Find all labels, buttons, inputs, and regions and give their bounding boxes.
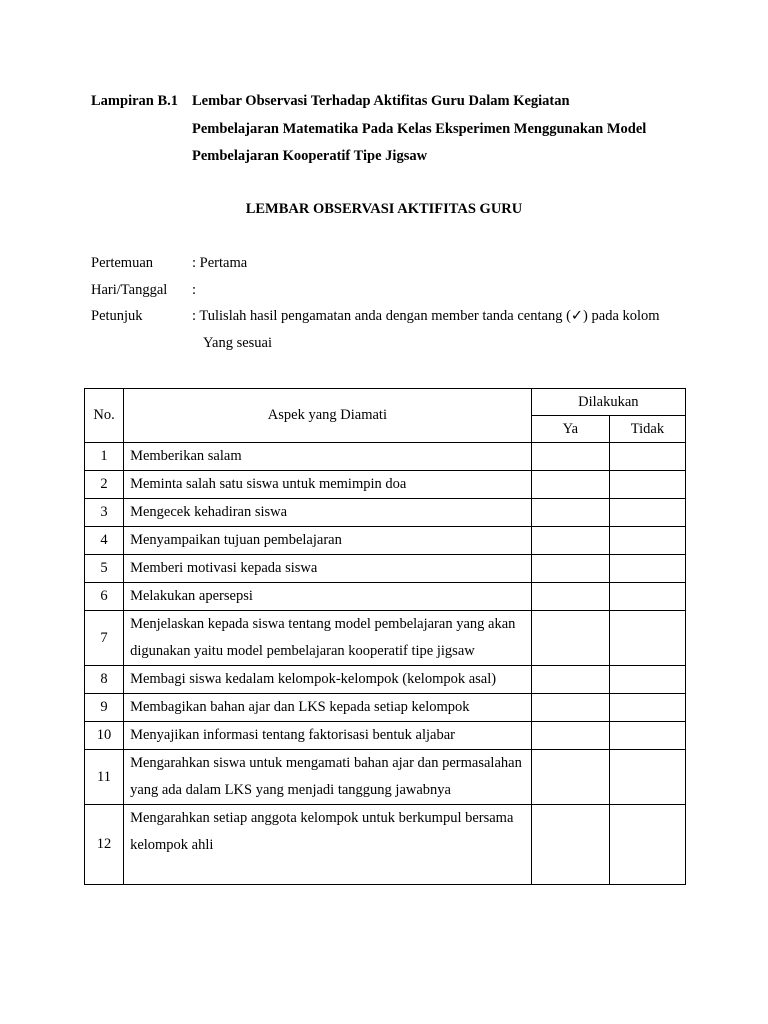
row-aspek: Mengarahkan siswa untuk mengamati bahan ajar dan permasalahan yang ada dalam LKS yang menjadi tanggung jawabnya bbox=[124, 750, 532, 805]
ya-checkbox-cell[interactable] bbox=[531, 443, 609, 471]
col-header-dilakukan: Dilakukan bbox=[531, 389, 685, 416]
table-row bbox=[85, 499, 686, 527]
tidak-checkbox-cell[interactable] bbox=[609, 583, 685, 611]
tidak-checkbox-cell[interactable] bbox=[609, 443, 685, 471]
col-header-no: No. bbox=[85, 389, 124, 443]
ya-checkbox-cell[interactable] bbox=[531, 555, 609, 583]
ya-checkbox-cell[interactable] bbox=[531, 666, 609, 694]
row-aspek: Memberi motivasi kepada siswa bbox=[124, 555, 532, 583]
ya-checkbox-cell[interactable] bbox=[531, 750, 609, 805]
row-number: 2 bbox=[85, 471, 124, 499]
row-aspek: Melakukan apersepsi bbox=[124, 583, 532, 611]
page-title: LEMBAR OBSERVASI AKTIFITAS GURU bbox=[245, 201, 523, 217]
observation-table bbox=[84, 388, 686, 885]
row-number: 3 bbox=[85, 499, 124, 527]
ya-checkbox-cell[interactable] bbox=[531, 527, 609, 555]
ya-checkbox-cell[interactable] bbox=[531, 499, 609, 527]
tidak-checkbox-cell[interactable] bbox=[609, 694, 685, 722]
table-row bbox=[85, 694, 686, 722]
table-row bbox=[85, 722, 686, 750]
header-line-3: Pembelajaran Kooperatif Tipe Jigsaw bbox=[192, 148, 428, 164]
row-number: 5 bbox=[85, 555, 124, 583]
row-number: 12 bbox=[85, 805, 124, 885]
row-number: 4 bbox=[85, 527, 124, 555]
pertemuan-label: Pertemuan bbox=[91, 255, 154, 271]
ya-checkbox-cell[interactable] bbox=[531, 583, 609, 611]
header-label: Lampiran B.1 bbox=[91, 93, 179, 109]
ya-checkbox-cell[interactable] bbox=[531, 611, 609, 666]
tidak-checkbox-cell[interactable] bbox=[609, 750, 685, 805]
row-aspek: Mengarahkan setiap anggota kelompok untuk berkumpul bersama kelompok ahli bbox=[124, 805, 532, 885]
tidak-checkbox-cell[interactable] bbox=[609, 499, 685, 527]
table-row bbox=[85, 443, 686, 471]
ya-checkbox-cell[interactable] bbox=[531, 805, 609, 885]
row-aspek: Mengecek kehadiran siswa bbox=[124, 499, 532, 527]
tidak-checkbox-cell[interactable] bbox=[609, 555, 685, 583]
row-aspek: Membagi siswa kedalam kelompok-kelompok (kelompok asal) bbox=[124, 666, 532, 694]
petunjuk-label: Petunjuk bbox=[91, 308, 143, 324]
row-aspek: Menjelaskan kepada siswa tentang model pembelajaran yang akan digunakan yaitu model pembelajaran kooperatif tipe jigsaw bbox=[124, 611, 532, 666]
hari-value: : bbox=[192, 282, 197, 298]
tidak-checkbox-cell[interactable] bbox=[609, 527, 685, 555]
table-row bbox=[85, 750, 686, 805]
table-row bbox=[85, 471, 686, 499]
ya-checkbox-cell[interactable] bbox=[531, 471, 609, 499]
table-row bbox=[85, 666, 686, 694]
header-line-2: Pembelajaran Matematika Pada Kelas Eksperimen Menggunakan Model bbox=[192, 121, 647, 137]
hari-label: Hari/Tanggal bbox=[91, 282, 168, 298]
petunjuk-continuation: Yang sesuai bbox=[203, 335, 273, 351]
table-row bbox=[85, 583, 686, 611]
row-number: 6 bbox=[85, 583, 124, 611]
row-number: 7 bbox=[85, 611, 124, 666]
row-number: 11 bbox=[85, 750, 124, 805]
col-header-tidak: Tidak bbox=[609, 416, 685, 443]
row-aspek: Meminta salah satu siswa untuk memimpin doa bbox=[124, 471, 532, 499]
row-aspek: Menyajikan informasi tentang faktorisasi bentuk aljabar bbox=[124, 722, 532, 750]
col-header-ya: Ya bbox=[531, 416, 609, 443]
row-aspek: Memberikan salam bbox=[124, 443, 532, 471]
petunjuk-value: : Tulislah hasil pengamatan anda dengan member tanda centang (✓) pada kolom bbox=[192, 308, 660, 324]
row-aspek: Menyampaikan tujuan pembelajaran bbox=[124, 527, 532, 555]
table-row bbox=[85, 611, 686, 666]
row-number: 8 bbox=[85, 666, 124, 694]
tidak-checkbox-cell[interactable] bbox=[609, 666, 685, 694]
pertemuan-value: : Pertama bbox=[192, 255, 248, 271]
col-header-aspek: Aspek yang Diamati bbox=[124, 389, 532, 443]
header-line-1: Lembar Observasi Terhadap Aktifitas Guru Dalam Kegiatan bbox=[192, 93, 570, 109]
tidak-checkbox-cell[interactable] bbox=[609, 611, 685, 666]
table-row bbox=[85, 805, 686, 885]
ya-checkbox-cell[interactable] bbox=[531, 694, 609, 722]
row-number: 10 bbox=[85, 722, 124, 750]
table-row bbox=[85, 555, 686, 583]
ya-checkbox-cell[interactable] bbox=[531, 722, 609, 750]
tidak-checkbox-cell[interactable] bbox=[609, 805, 685, 885]
row-number: 1 bbox=[85, 443, 124, 471]
tidak-checkbox-cell[interactable] bbox=[609, 722, 685, 750]
tidak-checkbox-cell[interactable] bbox=[609, 471, 685, 499]
table-row bbox=[85, 527, 686, 555]
row-aspek: Membagikan bahan ajar dan LKS kepada setiap kelompok bbox=[124, 694, 532, 722]
row-number: 9 bbox=[85, 694, 124, 722]
